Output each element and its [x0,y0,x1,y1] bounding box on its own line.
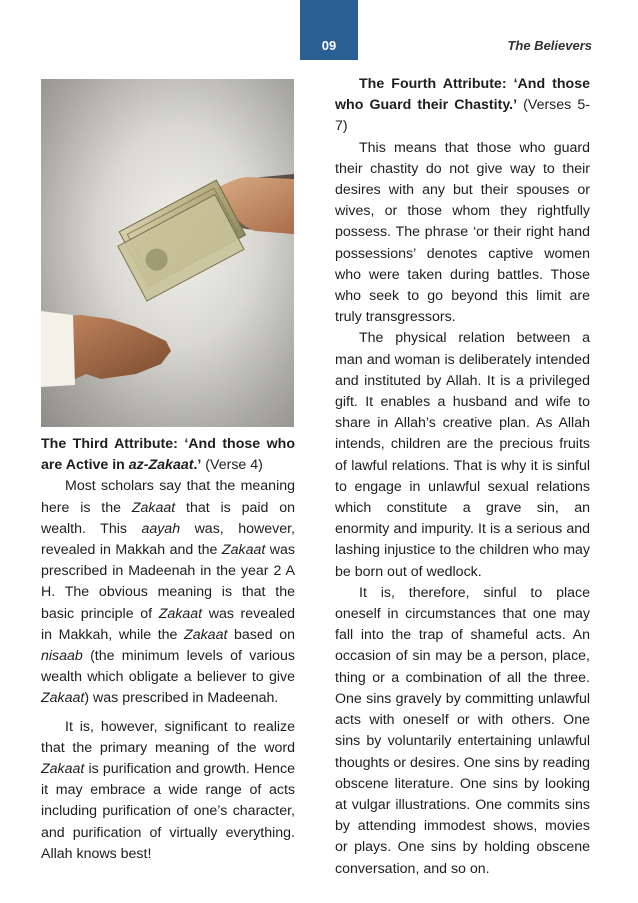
photo-illustration [41,79,294,427]
left-paragraph-2: It is, however, significant to realize that the primary meaning of the word Zakaat is purification and growth. Hence it may embrace a wide range of acts including purification of one’s character, and purification of virtually everything. Allah knows best! [41,718,295,862]
third-attribute-heading [41,434,295,476]
heading-bold-text: The Third Attribute: ‘And those who are Active in [41,436,295,474]
left-column [41,434,295,865]
italic-term: Zakaat [158,605,203,622]
money-handover-photo [41,79,294,427]
running-title: The Believers [507,38,592,53]
italic-term: Zakaat [184,626,228,643]
italic-term: Zakaat [41,761,85,778]
heading-verse-ref: (Verses 5-7) [335,97,590,135]
heading-italic-term: az-Zakaat [128,457,194,474]
fourth-attribute-heading [335,74,590,138]
heading-bold-text: The Fourth Attribute: ‘And those who Guard their Chastity.’ [335,76,590,114]
right-column [335,74,590,880]
italic-term: nisaab [41,648,83,665]
italic-term: Zakaat [41,690,85,707]
left-paragraph-1: Most scholars say that the meaning here is the Zakaat that is paid on wealth. This aayah was, however, revealed in Makkah and the Zakaat was prescribed in Madeenah in the year 2 A H. The obvious meaning is that the basic principle of Zakaat was revealed in Makkah, while the Zakaat based on nisaab (the minimum levels of various wealth which obligate a believer to give Zakaat) was prescribed in Madeenah. [41,478,296,707]
italic-term: Zakaat [221,542,266,559]
heading-bold-end: .’ [193,457,202,474]
italic-term: Zakaat [131,499,176,516]
right-paragraph-1: This means that those who guard their chastity do not give way to their desires with any but their spouses or wives, or those whom they rightfully possess. The phrase ‘or their right hand possessions’ denotes captive women who were taken during battles. Those who seek to go beyond this limit are truly transgressors. [335,139,590,326]
page-number: 09 [321,38,337,53]
heading-verse-ref: (Verse 4) [201,457,263,474]
right-paragraph-2: The physical relation between a man and woman is deliberately intended and instituted by Allah. It is a privileged gift. It enables a husband and wife to share in Allah’s creative plan. As Allah intends, children are the precious fruits of lawful relations. That is why it is sinful to engage in unlawful sexual relations which constitute a grave sin, an enormity and impurity. It is a serious and lashing injustice to the children who may be born out of wedlock. [335,330,590,580]
right-paragraph-3: It is, therefore, sinful to place oneself in circumstances that one may fall into the trap of shameful acts. An occasion of sin may be a person, place, thing or a combination of all the three. One sins gravely by committing unlawful acts with oneself or with others. One sins by voluntarily entertaining unlawful thoughts or desires. One sins by reading obscene literature. One sins by looking at vulgar illustrations. One commits sins by attending immodest shows, movies or plays. One sins by holding obscene conversation, and so on. [335,584,590,877]
italic-term: aayah [141,520,181,537]
